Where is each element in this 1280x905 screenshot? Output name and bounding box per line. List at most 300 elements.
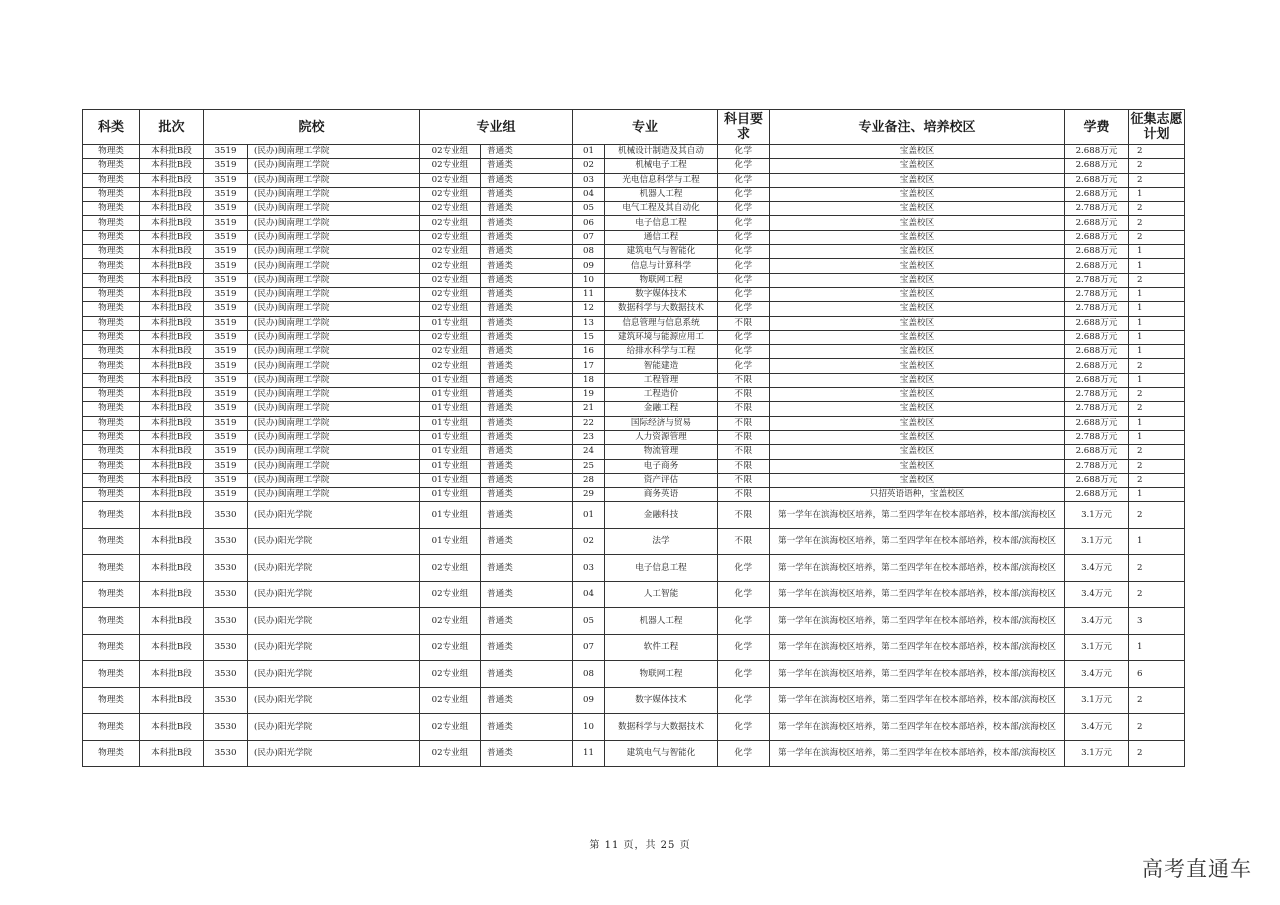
cell-type: 普通类 xyxy=(481,581,573,608)
cell-code: 3519 xyxy=(204,345,248,359)
table-row xyxy=(83,330,1185,344)
cell-kelei: 物理类 xyxy=(83,488,140,502)
cell-fee: 2.788万元 xyxy=(1065,402,1129,416)
table-row xyxy=(83,259,1185,273)
cell-type: 普通类 xyxy=(481,173,573,187)
cell-num: 05 xyxy=(573,202,605,216)
cell-kelei: 物理类 xyxy=(83,714,140,741)
cell-code: 3519 xyxy=(204,202,248,216)
cell-plan: 1 xyxy=(1129,302,1185,316)
cell-pici: 本科批B段 xyxy=(140,159,204,173)
cell-group: 01专业组 xyxy=(420,459,481,473)
cell-kelei: 物理类 xyxy=(83,302,140,316)
header-row xyxy=(83,110,1185,145)
cell-plan: 1 xyxy=(1129,373,1185,387)
cell-school: (民办)闽南理工学院 xyxy=(248,202,420,216)
cell-type: 普通类 xyxy=(481,430,573,444)
cell-school: (民办)阳光学院 xyxy=(248,634,420,661)
cell-pici: 本科批B段 xyxy=(140,187,204,201)
cell-group: 02专业组 xyxy=(420,555,481,582)
table-row xyxy=(83,173,1185,187)
table-row xyxy=(83,145,1185,159)
table-row xyxy=(83,316,1185,330)
cell-code: 3519 xyxy=(204,473,248,487)
cell-req: 化学 xyxy=(718,359,770,373)
cell-code: 3530 xyxy=(204,714,248,741)
cell-note: 宝盖校区 xyxy=(770,145,1065,159)
cell-group: 02专业组 xyxy=(420,145,481,159)
cell-kelei: 物理类 xyxy=(83,473,140,487)
cell-req: 不限 xyxy=(718,473,770,487)
cell-num: 01 xyxy=(573,502,605,529)
cell-note: 宝盖校区 xyxy=(770,159,1065,173)
cell-note: 第一学年在滨海校区培养，第二至四学年在校本部培养，校本部/滨海校区 xyxy=(770,502,1065,529)
cell-plan: 2 xyxy=(1129,502,1185,529)
cell-note: 宝盖校区 xyxy=(770,316,1065,330)
cell-group: 02专业组 xyxy=(420,245,481,259)
table-row xyxy=(83,528,1185,555)
cell-pici: 本科批B段 xyxy=(140,330,204,344)
cell-req: 化学 xyxy=(718,259,770,273)
cell-plan: 2 xyxy=(1129,555,1185,582)
header-yuanxiao: 院校 xyxy=(204,110,420,145)
cell-req: 不限 xyxy=(718,388,770,402)
cell-major: 资产评估 xyxy=(605,473,718,487)
cell-school: (民办)闽南理工学院 xyxy=(248,445,420,459)
cell-type: 普通类 xyxy=(481,388,573,402)
cell-pici: 本科批B段 xyxy=(140,714,204,741)
table-row xyxy=(83,555,1185,582)
cell-fee: 2.688万元 xyxy=(1065,345,1129,359)
cell-num: 15 xyxy=(573,330,605,344)
cell-group: 01专业组 xyxy=(420,502,481,529)
cell-fee: 2.688万元 xyxy=(1065,473,1129,487)
cell-note: 宝盖校区 xyxy=(770,459,1065,473)
cell-school: (民办)阳光学院 xyxy=(248,714,420,741)
table-row xyxy=(83,159,1185,173)
cell-type: 普通类 xyxy=(481,714,573,741)
cell-kelei: 物理类 xyxy=(83,273,140,287)
cell-pici: 本科批B段 xyxy=(140,488,204,502)
cell-group: 01专业组 xyxy=(420,528,481,555)
cell-major: 建筑电气与智能化 xyxy=(605,245,718,259)
cell-group: 01专业组 xyxy=(420,430,481,444)
cell-kelei: 物理类 xyxy=(83,230,140,244)
table-row xyxy=(83,687,1185,714)
cell-req: 化学 xyxy=(718,273,770,287)
cell-pici: 本科批B段 xyxy=(140,555,204,582)
cell-pici: 本科批B段 xyxy=(140,230,204,244)
cell-plan: 1 xyxy=(1129,345,1185,359)
cell-kelei: 物理类 xyxy=(83,502,140,529)
cell-pici: 本科批B段 xyxy=(140,359,204,373)
cell-group: 02专业组 xyxy=(420,187,481,201)
cell-code: 3519 xyxy=(204,445,248,459)
cell-major: 人力资源管理 xyxy=(605,430,718,444)
cell-code: 3519 xyxy=(204,402,248,416)
cell-note: 第一学年在滨海校区培养，第二至四学年在校本部培养，校本部/滨海校区 xyxy=(770,714,1065,741)
cell-req: 化学 xyxy=(718,687,770,714)
cell-note: 宝盖校区 xyxy=(770,473,1065,487)
cell-req: 化学 xyxy=(718,345,770,359)
cell-req: 化学 xyxy=(718,202,770,216)
cell-type: 普通类 xyxy=(481,416,573,430)
cell-req: 不限 xyxy=(718,459,770,473)
cell-pici: 本科批B段 xyxy=(140,216,204,230)
cell-pici: 本科批B段 xyxy=(140,259,204,273)
cell-pici: 本科批B段 xyxy=(140,373,204,387)
cell-group: 01专业组 xyxy=(420,416,481,430)
table-row xyxy=(83,202,1185,216)
cell-req: 化学 xyxy=(718,145,770,159)
cell-note: 第一学年在滨海校区培养，第二至四学年在校本部培养，校本部/滨海校区 xyxy=(770,608,1065,635)
cell-fee: 2.688万元 xyxy=(1065,245,1129,259)
cell-major: 数字媒体技术 xyxy=(605,287,718,301)
table-row xyxy=(83,345,1185,359)
table-row xyxy=(83,430,1185,444)
cell-code: 3519 xyxy=(204,430,248,444)
cell-kelei: 物理类 xyxy=(83,388,140,402)
cell-pici: 本科批B段 xyxy=(140,145,204,159)
header-zhuanyezu: 专业组 xyxy=(420,110,573,145)
cell-code: 3519 xyxy=(204,216,248,230)
cell-kelei: 物理类 xyxy=(83,159,140,173)
cell-major: 软件工程 xyxy=(605,634,718,661)
cell-fee: 3.1万元 xyxy=(1065,528,1129,555)
cell-school: (民办)闽南理工学院 xyxy=(248,187,420,201)
cell-req: 不限 xyxy=(718,445,770,459)
cell-group: 02专业组 xyxy=(420,159,481,173)
cell-pici: 本科批B段 xyxy=(140,302,204,316)
cell-fee: 2.688万元 xyxy=(1065,230,1129,244)
cell-num: 02 xyxy=(573,528,605,555)
cell-kelei: 物理类 xyxy=(83,445,140,459)
cell-plan: 1 xyxy=(1129,330,1185,344)
cell-req: 不限 xyxy=(718,528,770,555)
header-kelei: 科类 xyxy=(83,110,140,145)
cell-school: (民办)闽南理工学院 xyxy=(248,245,420,259)
cell-note: 只招英语语种，宝盖校区 xyxy=(770,488,1065,502)
cell-fee: 2.688万元 xyxy=(1065,216,1129,230)
cell-fee: 2.688万元 xyxy=(1065,173,1129,187)
admission-plan-table xyxy=(82,109,1185,767)
cell-code: 3519 xyxy=(204,145,248,159)
cell-code: 3530 xyxy=(204,634,248,661)
cell-group: 02专业组 xyxy=(420,287,481,301)
cell-group: 01专业组 xyxy=(420,473,481,487)
cell-plan: 2 xyxy=(1129,159,1185,173)
header-kemu: 科目要求 xyxy=(718,110,770,145)
cell-school: (民办)闽南理工学院 xyxy=(248,316,420,330)
cell-plan: 2 xyxy=(1129,202,1185,216)
header-beizhu: 专业备注、培养校区 xyxy=(770,110,1065,145)
cell-note: 第一学年在滨海校区培养，第二至四学年在校本部培养，校本部/滨海校区 xyxy=(770,661,1065,688)
cell-num: 07 xyxy=(573,634,605,661)
cell-code: 3530 xyxy=(204,740,248,767)
cell-school: (民办)闽南理工学院 xyxy=(248,416,420,430)
cell-major: 信息与计算科学 xyxy=(605,259,718,273)
table-row xyxy=(83,273,1185,287)
cell-note: 宝盖校区 xyxy=(770,373,1065,387)
cell-note: 宝盖校区 xyxy=(770,359,1065,373)
cell-kelei: 物理类 xyxy=(83,259,140,273)
cell-type: 普通类 xyxy=(481,302,573,316)
cell-major: 电子信息工程 xyxy=(605,555,718,582)
cell-school: (民办)闽南理工学院 xyxy=(248,430,420,444)
cell-num: 17 xyxy=(573,359,605,373)
cell-plan: 2 xyxy=(1129,402,1185,416)
cell-school: (民办)阳光学院 xyxy=(248,502,420,529)
cell-pici: 本科批B段 xyxy=(140,661,204,688)
cell-kelei: 物理类 xyxy=(83,555,140,582)
cell-pici: 本科批B段 xyxy=(140,634,204,661)
header-zhuanye: 专业 xyxy=(573,110,718,145)
cell-req: 不限 xyxy=(718,402,770,416)
cell-school: (民办)闽南理工学院 xyxy=(248,459,420,473)
cell-pici: 本科批B段 xyxy=(140,459,204,473)
header-pici: 批次 xyxy=(140,110,204,145)
cell-req: 化学 xyxy=(718,216,770,230)
cell-num: 08 xyxy=(573,245,605,259)
cell-fee: 2.788万元 xyxy=(1065,202,1129,216)
cell-major: 商务英语 xyxy=(605,488,718,502)
cell-fee: 3.4万元 xyxy=(1065,714,1129,741)
cell-type: 普通类 xyxy=(481,216,573,230)
cell-pici: 本科批B段 xyxy=(140,273,204,287)
cell-school: (民办)闽南理工学院 xyxy=(248,359,420,373)
table-row xyxy=(83,216,1185,230)
cell-fee: 2.688万元 xyxy=(1065,145,1129,159)
cell-major: 数据科学与大数据技术 xyxy=(605,714,718,741)
cell-fee: 2.788万元 xyxy=(1065,287,1129,301)
cell-num: 22 xyxy=(573,416,605,430)
cell-type: 普通类 xyxy=(481,373,573,387)
cell-pici: 本科批B段 xyxy=(140,245,204,259)
cell-note: 第一学年在滨海校区培养，第二至四学年在校本部培养，校本部/滨海校区 xyxy=(770,555,1065,582)
cell-plan: 2 xyxy=(1129,273,1185,287)
table-row xyxy=(83,187,1185,201)
cell-req: 化学 xyxy=(718,608,770,635)
cell-kelei: 物理类 xyxy=(83,316,140,330)
cell-major: 工程管理 xyxy=(605,373,718,387)
cell-req: 化学 xyxy=(718,330,770,344)
cell-type: 普通类 xyxy=(481,459,573,473)
table-row xyxy=(83,445,1185,459)
cell-req: 不限 xyxy=(718,416,770,430)
cell-req: 化学 xyxy=(718,634,770,661)
cell-fee: 2.788万元 xyxy=(1065,459,1129,473)
cell-fee: 2.688万元 xyxy=(1065,373,1129,387)
cell-kelei: 物理类 xyxy=(83,608,140,635)
cell-req: 化学 xyxy=(718,173,770,187)
cell-school: (民办)闽南理工学院 xyxy=(248,287,420,301)
table-row xyxy=(83,608,1185,635)
cell-plan: 1 xyxy=(1129,488,1185,502)
cell-plan: 1 xyxy=(1129,245,1185,259)
cell-kelei: 物理类 xyxy=(83,216,140,230)
cell-type: 普通类 xyxy=(481,402,573,416)
cell-code: 3519 xyxy=(204,388,248,402)
cell-school: (民办)闽南理工学院 xyxy=(248,259,420,273)
cell-major: 电子信息工程 xyxy=(605,216,718,230)
table-row xyxy=(83,488,1185,502)
cell-fee: 2.688万元 xyxy=(1065,187,1129,201)
cell-req: 化学 xyxy=(718,581,770,608)
cell-type: 普通类 xyxy=(481,473,573,487)
table-row xyxy=(83,245,1185,259)
cell-type: 普通类 xyxy=(481,187,573,201)
cell-pici: 本科批B段 xyxy=(140,528,204,555)
cell-type: 普通类 xyxy=(481,287,573,301)
cell-major: 给排水科学与工程 xyxy=(605,345,718,359)
cell-kelei: 物理类 xyxy=(83,634,140,661)
cell-num: 21 xyxy=(573,402,605,416)
cell-kelei: 物理类 xyxy=(83,740,140,767)
cell-group: 02专业组 xyxy=(420,259,481,273)
cell-code: 3530 xyxy=(204,581,248,608)
cell-school: (民办)闽南理工学院 xyxy=(248,173,420,187)
cell-type: 普通类 xyxy=(481,740,573,767)
cell-num: 11 xyxy=(573,740,605,767)
cell-school: (民办)闽南理工学院 xyxy=(248,388,420,402)
table-row xyxy=(83,359,1185,373)
cell-note: 宝盖校区 xyxy=(770,287,1065,301)
cell-fee: 2.688万元 xyxy=(1065,416,1129,430)
cell-num: 12 xyxy=(573,302,605,316)
cell-plan: 1 xyxy=(1129,634,1185,661)
table-body xyxy=(83,145,1185,767)
table-row xyxy=(83,388,1185,402)
cell-group: 01专业组 xyxy=(420,488,481,502)
cell-code: 3519 xyxy=(204,273,248,287)
cell-req: 化学 xyxy=(718,159,770,173)
cell-code: 3519 xyxy=(204,373,248,387)
table-row xyxy=(83,416,1185,430)
cell-note: 宝盖校区 xyxy=(770,330,1065,344)
cell-plan: 2 xyxy=(1129,359,1185,373)
cell-school: (民办)阳光学院 xyxy=(248,581,420,608)
cell-type: 普通类 xyxy=(481,159,573,173)
cell-plan: 2 xyxy=(1129,145,1185,159)
cell-pici: 本科批B段 xyxy=(140,402,204,416)
cell-group: 02专业组 xyxy=(420,661,481,688)
cell-num: 19 xyxy=(573,388,605,402)
cell-major: 信息管理与信息系统 xyxy=(605,316,718,330)
cell-kelei: 物理类 xyxy=(83,581,140,608)
cell-major: 国际经济与贸易 xyxy=(605,416,718,430)
cell-major: 电子商务 xyxy=(605,459,718,473)
cell-num: 29 xyxy=(573,488,605,502)
cell-code: 3519 xyxy=(204,173,248,187)
cell-req: 化学 xyxy=(718,740,770,767)
cell-major: 机器人工程 xyxy=(605,187,718,201)
cell-pici: 本科批B段 xyxy=(140,316,204,330)
cell-plan: 1 xyxy=(1129,528,1185,555)
cell-req: 化学 xyxy=(718,187,770,201)
header-jihua: 征集志愿计划 xyxy=(1129,110,1185,145)
cell-plan: 3 xyxy=(1129,608,1185,635)
brand-watermark: 高考直通车 xyxy=(1142,857,1252,881)
cell-major: 智能建造 xyxy=(605,359,718,373)
cell-note: 第一学年在滨海校区培养，第二至四学年在校本部培养，校本部/滨海校区 xyxy=(770,740,1065,767)
cell-school: (民办)阳光学院 xyxy=(248,608,420,635)
cell-group: 02专业组 xyxy=(420,634,481,661)
cell-note: 宝盖校区 xyxy=(770,259,1065,273)
cell-pici: 本科批B段 xyxy=(140,388,204,402)
cell-type: 普通类 xyxy=(481,661,573,688)
cell-fee: 2.688万元 xyxy=(1065,159,1129,173)
cell-note: 宝盖校区 xyxy=(770,445,1065,459)
cell-code: 3519 xyxy=(204,230,248,244)
cell-kelei: 物理类 xyxy=(83,202,140,216)
cell-school: (民办)阳光学院 xyxy=(248,555,420,582)
cell-type: 普通类 xyxy=(481,316,573,330)
cell-req: 化学 xyxy=(718,230,770,244)
cell-num: 04 xyxy=(573,581,605,608)
cell-plan: 2 xyxy=(1129,687,1185,714)
cell-type: 普通类 xyxy=(481,330,573,344)
cell-group: 02专业组 xyxy=(420,608,481,635)
cell-code: 3519 xyxy=(204,488,248,502)
cell-req: 不限 xyxy=(718,502,770,529)
cell-type: 普通类 xyxy=(481,687,573,714)
cell-req: 化学 xyxy=(718,661,770,688)
cell-group: 02专业组 xyxy=(420,273,481,287)
cell-type: 普通类 xyxy=(481,634,573,661)
cell-plan: 2 xyxy=(1129,473,1185,487)
cell-school: (民办)阳光学院 xyxy=(248,687,420,714)
cell-req: 化学 xyxy=(718,714,770,741)
cell-plan: 1 xyxy=(1129,259,1185,273)
cell-note: 宝盖校区 xyxy=(770,302,1065,316)
cell-kelei: 物理类 xyxy=(83,528,140,555)
cell-school: (民办)闽南理工学院 xyxy=(248,373,420,387)
cell-group: 02专业组 xyxy=(420,714,481,741)
cell-kelei: 物理类 xyxy=(83,245,140,259)
cell-type: 普通类 xyxy=(481,608,573,635)
cell-kelei: 物理类 xyxy=(83,373,140,387)
table-row xyxy=(83,230,1185,244)
cell-code: 3519 xyxy=(204,287,248,301)
cell-major: 电气工程及其自动化 xyxy=(605,202,718,216)
cell-kelei: 物理类 xyxy=(83,330,140,344)
cell-fee: 2.688万元 xyxy=(1065,316,1129,330)
cell-code: 3519 xyxy=(204,302,248,316)
cell-kelei: 物理类 xyxy=(83,416,140,430)
cell-fee: 3.1万元 xyxy=(1065,687,1129,714)
cell-type: 普通类 xyxy=(481,555,573,582)
table-row xyxy=(83,473,1185,487)
cell-type: 普通类 xyxy=(481,445,573,459)
cell-code: 3530 xyxy=(204,608,248,635)
cell-major: 人工智能 xyxy=(605,581,718,608)
table-row xyxy=(83,373,1185,387)
cell-school: (民办)闽南理工学院 xyxy=(248,145,420,159)
cell-type: 普通类 xyxy=(481,245,573,259)
cell-fee: 3.4万元 xyxy=(1065,555,1129,582)
cell-major: 机械电子工程 xyxy=(605,159,718,173)
cell-fee: 3.1万元 xyxy=(1065,502,1129,529)
table-row xyxy=(83,634,1185,661)
table-row xyxy=(83,581,1185,608)
cell-school: (民办)阳光学院 xyxy=(248,661,420,688)
cell-note: 第一学年在滨海校区培养，第二至四学年在校本部培养，校本部/滨海校区 xyxy=(770,687,1065,714)
cell-group: 01专业组 xyxy=(420,445,481,459)
cell-note: 宝盖校区 xyxy=(770,345,1065,359)
cell-group: 02专业组 xyxy=(420,230,481,244)
table-row xyxy=(83,302,1185,316)
cell-req: 化学 xyxy=(718,555,770,582)
